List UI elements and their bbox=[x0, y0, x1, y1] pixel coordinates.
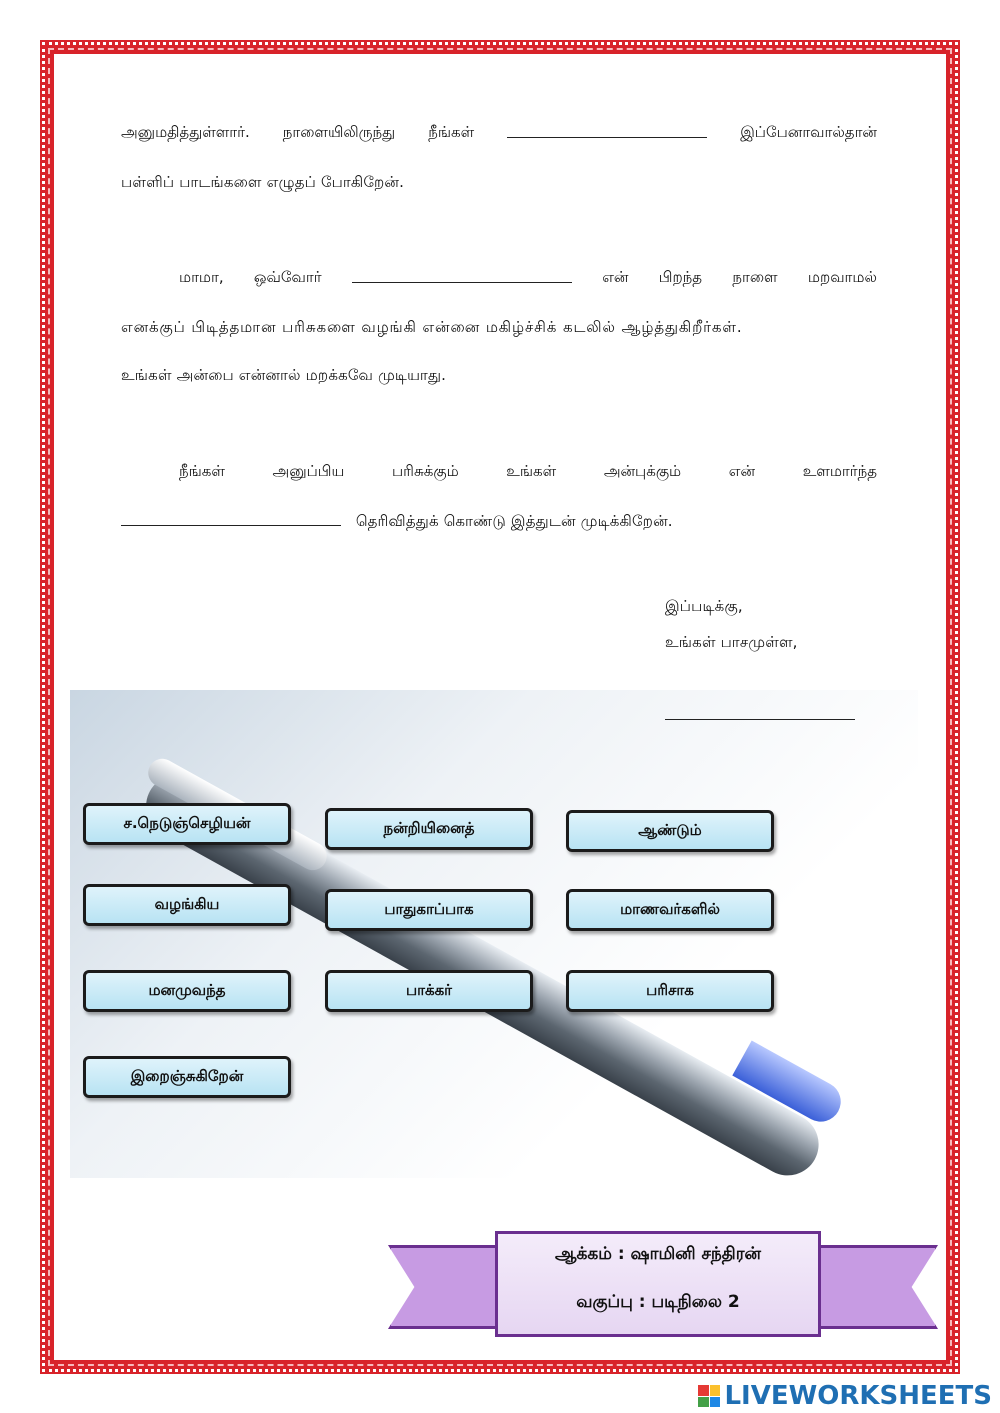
letter-line-1 bbox=[121, 123, 877, 143]
word-tile[interactable]: நன்றியினைத் bbox=[325, 808, 533, 850]
word: உங்கள் bbox=[506, 462, 557, 480]
author-credit: ஆக்கம் : ஷாமினி சந்திரன் bbox=[555, 1244, 761, 1264]
word: நாளையிலிருந்து bbox=[282, 123, 396, 141]
letter-line-6 bbox=[179, 462, 877, 482]
word-tile[interactable]: ஆண்டும் bbox=[566, 810, 774, 852]
brand-name: LIVEWORKSHEETS bbox=[724, 1381, 992, 1411]
word: இப்பேனாவால்தான் bbox=[740, 123, 877, 141]
word: நீங்கள் bbox=[428, 123, 475, 141]
word: அன்புக்கும் bbox=[603, 462, 682, 480]
answer-blank-1[interactable] bbox=[507, 123, 707, 138]
word: மாமா, bbox=[179, 268, 224, 286]
word: ஒவ்வோர் bbox=[253, 268, 322, 286]
answer-blank-2[interactable] bbox=[352, 268, 572, 283]
signature-blank[interactable] bbox=[665, 705, 855, 720]
word-tile[interactable]: மாணவர்களில் bbox=[566, 889, 774, 931]
word-tile[interactable]: பாக்கர் bbox=[325, 970, 533, 1012]
answer-blank-3[interactable] bbox=[121, 511, 341, 526]
line-7-text: தெரிவித்துக் கொண்டு இத்துடன் முடிக்கிறேன். bbox=[355, 512, 673, 530]
liveworksheets-logo bbox=[698, 1381, 992, 1411]
word: நாளை bbox=[732, 268, 778, 286]
word: பரிசுக்கும் bbox=[391, 462, 459, 480]
word: நீங்கள் bbox=[179, 462, 225, 480]
letter-line-4: எனக்குப் பிடித்தமான பரிசுகளை வழங்கி என்னை மகிழ்ச்சிக் கடலில் ஆழ்த்துகிறீர்கள். bbox=[121, 318, 743, 336]
word-tile[interactable]: மனமுவந்த bbox=[83, 970, 291, 1012]
word-tile[interactable]: பாதுகாப்பாக bbox=[325, 889, 533, 931]
word: அனுப்பிய bbox=[272, 462, 345, 480]
word-tile[interactable]: இறைஞ்சுகிறேன் bbox=[83, 1056, 291, 1098]
liveworksheets-icon bbox=[698, 1385, 720, 1407]
letter-line-2: பள்ளிப் பாடங்களை எழுதப் போகிறேன். bbox=[121, 173, 405, 191]
letter-line-5: உங்கள் அன்பை என்னால் மறக்கவே முடியாது. bbox=[121, 366, 447, 384]
word: என் bbox=[728, 462, 756, 480]
word: உளமார்ந்த bbox=[802, 462, 877, 480]
closing-line-2: உங்கள் பாசமுள்ள, bbox=[665, 633, 798, 651]
grade-label: வகுப்பு : படிநிலை 2 bbox=[576, 1292, 740, 1312]
word-tile[interactable]: பரிசாக bbox=[566, 970, 774, 1012]
word: அனுமதித்துள்ளார். bbox=[121, 123, 250, 141]
word-tile[interactable]: ச.நெடுஞ்செழியன் bbox=[83, 803, 291, 845]
word: என் bbox=[602, 268, 629, 286]
closing-line-1: இப்படிக்கு, bbox=[665, 597, 743, 615]
letter-line-3 bbox=[179, 268, 877, 288]
author-ribbon bbox=[495, 1231, 821, 1337]
word-tile[interactable]: வழங்கிய bbox=[83, 884, 291, 926]
word: மறவாமல் bbox=[807, 268, 877, 286]
word: பிறந்த bbox=[658, 268, 703, 286]
letter-line-7 bbox=[121, 511, 673, 532]
